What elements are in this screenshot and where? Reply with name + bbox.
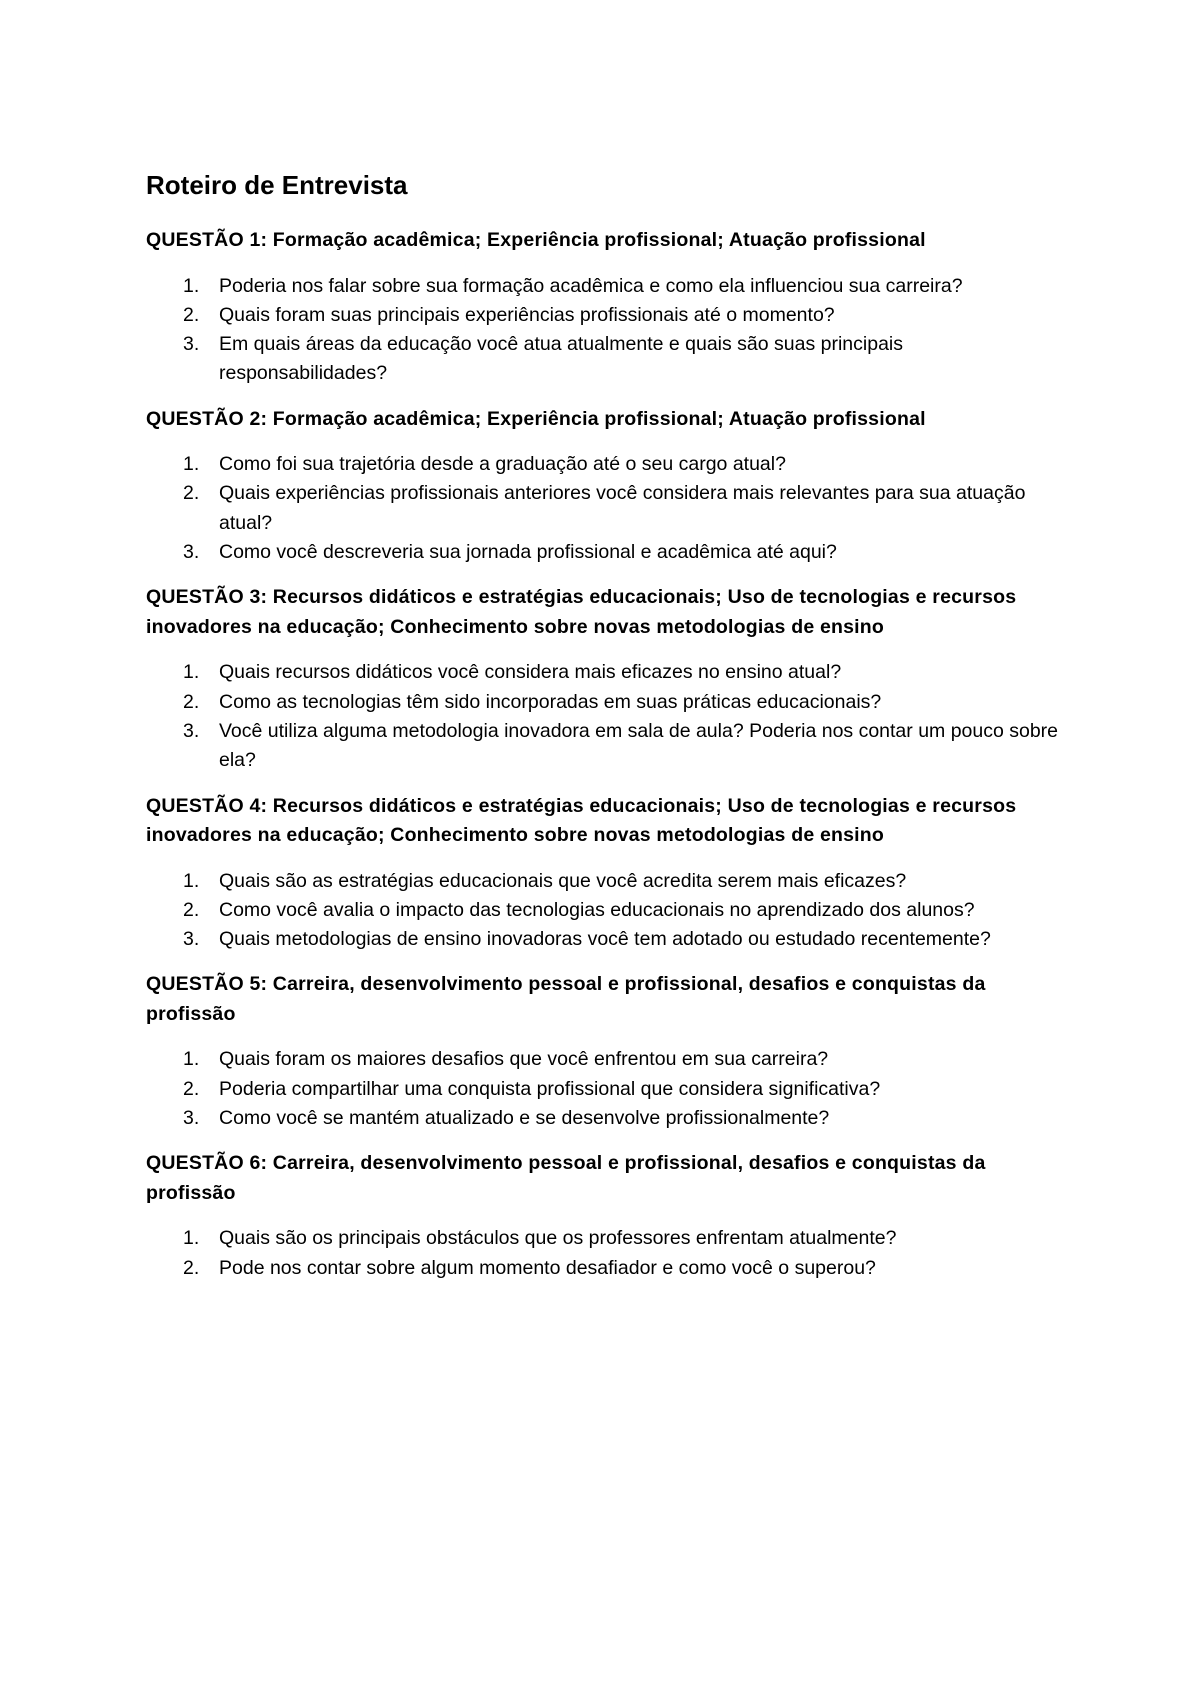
list-item [146,450,1062,479]
section-heading: QUESTÃO 2: Formação acadêmica; Experiência profissional; Atuação profissional [146,407,926,430]
list-item-number: 2. [183,1256,200,1279]
list-item-text: Como você descreveria sua jornada profissional e acadêmica até aqui? [219,541,837,564]
list-item [146,479,1062,538]
list-item-text: Quais são os principais obstáculos que os professores enfrentam atualmente? [219,1227,897,1250]
list-item [146,301,1062,330]
list-item [146,1075,1062,1104]
list-item-number: 2. [183,898,200,921]
list-item-number: 1. [183,274,200,297]
list-item-text: Em quais áreas da educação você atua atualmente e quais são suas principais responsabilidades? [219,333,904,385]
list-item [146,688,1062,717]
numbered-list [146,450,1062,567]
list-item-text: Quais foram suas principais experiências profissionais até o momento? [219,303,835,326]
numbered-list [146,867,1062,955]
document-title: Roteiro de Entrevista [146,170,408,200]
list-item-number: 3. [183,333,200,356]
list-item-text: Quais foram os maiores desafios que você enfrentou em sua carreira? [219,1048,829,1071]
list-item-text: Poderia compartilhar uma conquista profissional que considera significativa? [219,1077,881,1100]
sections-container [146,226,1062,1283]
list-item-text: Como você se mantém atualizado e se desenvolve profissionalmente? [219,1107,830,1130]
list-item-number: 3. [183,719,200,742]
numbered-list [146,1045,1062,1133]
numbered-list [146,1224,1062,1283]
list-item-text: Quais experiências profissionais anteriores você considera mais relevantes para sua atuação atual? [219,482,1026,534]
question-section [146,1149,1062,1283]
list-item [146,1045,1062,1074]
list-item-number: 2. [183,690,200,713]
list-item [146,1254,1062,1283]
list-item [146,867,1062,896]
list-item [146,925,1062,954]
list-item-text: Você utiliza alguma metodologia inovadora em sala de aula? Poderia nos contar um pouco sobre ela? [219,719,1059,772]
list-item-number: 1. [183,1227,200,1250]
list-item-text: Como foi sua trajetória desde a graduação até o seu cargo atual? [219,453,786,476]
list-item [146,658,1062,687]
list-item [146,896,1062,925]
section-heading: QUESTÃO 3: Recursos didáticos e estratégias educacionais; Uso de tecnologias e recursos inovadores na educação; Conhecimento sobre novas metodologias de ensino [146,586,1017,638]
list-item-number: 1. [183,661,200,684]
list-item-text: Quais metodologias de ensino inovadoras você tem adotado ou estudado recentemente? [219,928,991,951]
numbered-list [146,658,1062,775]
question-section [146,970,1062,1133]
list-item-text: Como você avalia o impacto das tecnologias educacionais no aprendizado dos alunos? [219,898,975,921]
list-item [146,330,1062,389]
list-item [146,1104,1062,1133]
section-heading: QUESTÃO 4: Recursos didáticos e estratégias educacionais; Uso de tecnologias e recursos inovadores na educação; Conhecimento sobre novas metodologias de ensino [146,794,1017,847]
question-section [146,583,1062,775]
list-item-number: 1. [183,1048,200,1071]
list-item [146,1224,1062,1253]
list-item-text: Como as tecnologias têm sido incorporadas em suas práticas educacionais? [219,690,882,713]
section-heading: QUESTÃO 5: Carreira, desenvolvimento pessoal e profissional, desafios e conquistas da profissão [146,973,986,1025]
question-section [146,226,1062,389]
numbered-list [146,272,1062,389]
list-item-number: 3. [183,1107,200,1130]
list-item-text: Quais são as estratégias educacionais que você acredita serem mais eficazes? [219,869,907,892]
list-item-number: 1. [183,453,200,476]
question-section [146,405,1062,568]
list-item-number: 1. [183,869,200,892]
list-item [146,272,1062,301]
list-item-number: 3. [183,541,200,564]
list-item-text: Quais recursos didáticos você considera mais eficazes no ensino atual? [219,661,842,684]
list-item [146,717,1062,776]
list-item-text: Pode nos contar sobre algum momento desafiador e como você o superou? [219,1256,876,1279]
list-item-number: 2. [183,303,200,326]
list-item-number: 3. [183,928,200,951]
section-heading: QUESTÃO 6: Carreira, desenvolvimento pessoal e profissional, desafios e conquistas da profissão [146,1152,986,1204]
list-item-number: 2. [183,1077,200,1100]
list-item-number: 2. [183,482,200,505]
section-heading: QUESTÃO 1: Formação acadêmica; Experiência profissional; Atuação profissional [146,229,926,251]
list-item [146,538,1062,567]
list-item-text: Poderia nos falar sobre sua formação acadêmica e como ela influenciou sua carreira? [219,274,963,297]
question-section [146,792,1062,955]
